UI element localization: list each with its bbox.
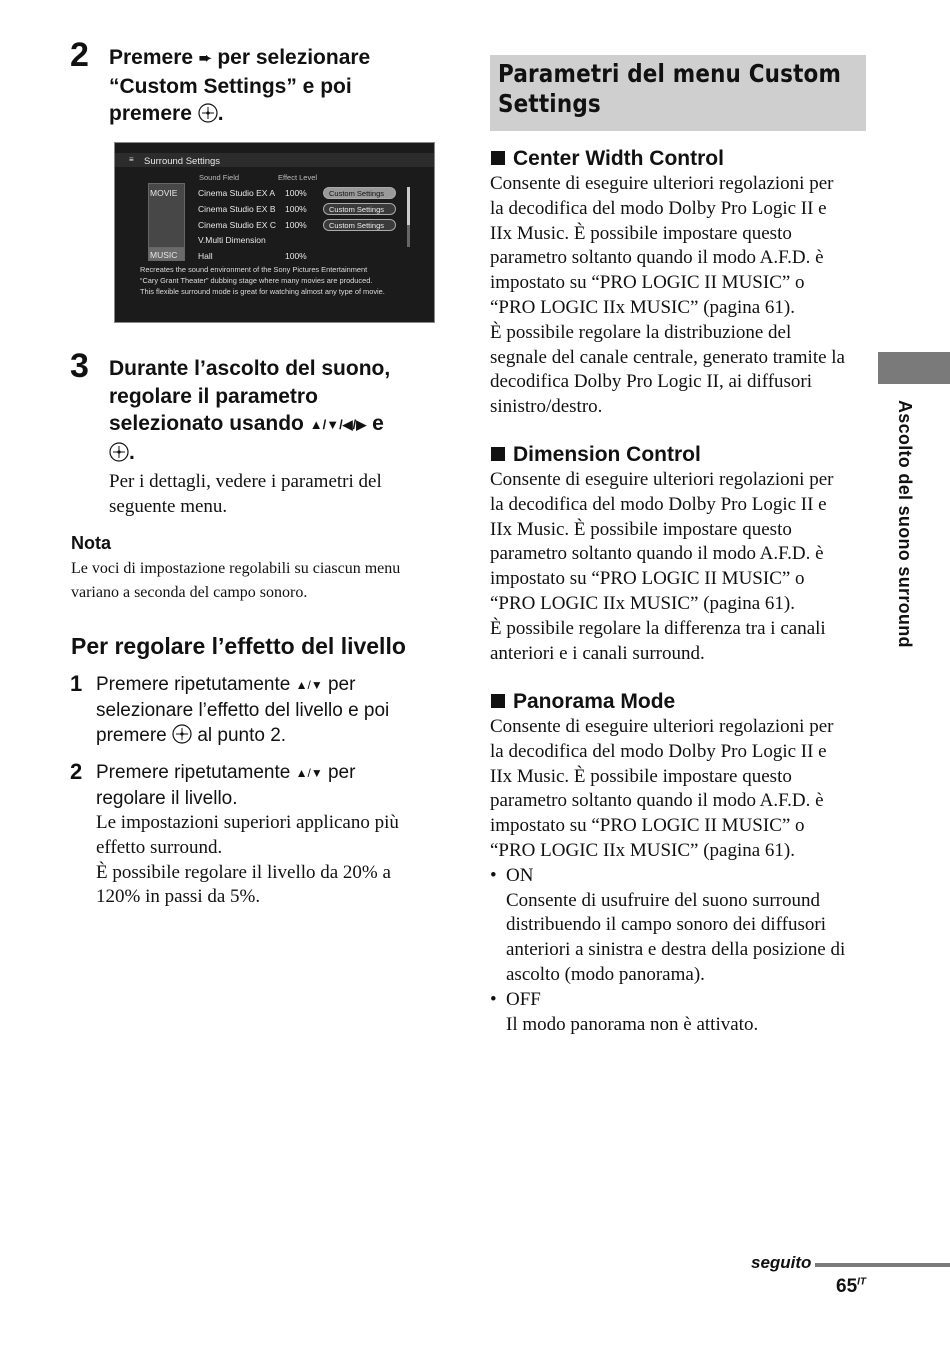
parameter-title: Dimension Control <box>513 443 701 466</box>
parameter-title: Center Width Control <box>513 147 724 170</box>
body-line: anteriori e i canali surround. <box>490 642 705 664</box>
step-3-heading-line: regolare il parametro <box>109 384 318 408</box>
option-label: ON <box>506 864 534 886</box>
body-line: 120% in passi da 5%. <box>96 886 261 908</box>
sub-step-2-body <box>96 811 466 910</box>
parameter-body <box>490 172 870 420</box>
body-line: ascolto (modo panorama). <box>506 963 705 985</box>
scrollbar-thumb[interactable] <box>407 187 410 225</box>
banner-line: Settings <box>498 89 601 118</box>
body-line: IIx Music. È possibile impostare questo <box>490 518 792 540</box>
chapter-tab <box>878 352 950 384</box>
section-banner <box>490 55 866 131</box>
bullet: • <box>490 864 497 886</box>
body-line: impostato su “PRO LOGIC II MUSIC” o <box>490 272 805 294</box>
body-line: parametro soltanto quando il modo A.F.D. è <box>490 543 824 565</box>
sub-step-number: 1 <box>70 671 83 696</box>
continued-rule <box>815 1263 950 1267</box>
enter-button-icon <box>172 724 192 744</box>
square-bullet-icon <box>491 694 505 708</box>
category-music[interactable]: MUSIC <box>150 250 178 260</box>
custom-settings-button[interactable]: Custom Settings <box>323 219 396 231</box>
step-2-heading-line: “Custom Settings” e poi <box>109 74 352 98</box>
body-line: “PRO LOGIC IIx MUSIC” (pagina 61). <box>490 296 796 318</box>
chapter-label: Ascolto del suono surround <box>895 400 915 648</box>
arrow-up-down-icon: ▲/▼ <box>295 766 323 780</box>
sound-field-row[interactable]: Cinema Studio EX C <box>198 220 276 230</box>
page-number <box>836 1276 866 1298</box>
body-line: impostato su “PRO LOGIC II MUSIC” o <box>490 568 805 590</box>
body-line: È possibile regolare la differenza tra i canali <box>490 617 826 639</box>
step-2-heading-text: premere <box>109 102 192 125</box>
step-3-heading <box>109 355 469 466</box>
sub-step-number: 2 <box>70 759 83 784</box>
body-line: Le impostazioni superiori applicano più <box>96 812 399 833</box>
step-2-heading <box>109 44 469 128</box>
sound-field-row[interactable]: Cinema Studio EX A <box>198 188 276 198</box>
sub-step-text: per <box>327 674 356 695</box>
parameter-heading <box>491 147 724 171</box>
body-line: Consente di usufruire del suono surround <box>506 889 820 911</box>
step-3-heading-text: e <box>372 412 384 435</box>
sub-step-text: al punto 2. <box>197 725 287 746</box>
col-effect-level: Effect Level <box>278 173 318 182</box>
bullet: • <box>490 988 497 1010</box>
sub-step-text: per <box>327 762 356 783</box>
parameter-heading <box>491 443 701 467</box>
step-3-heading-text: selezionato usando <box>109 412 304 435</box>
body-line: decodifica Dolby Pro Logic II, ai diffusori <box>490 371 813 393</box>
sub-step-text: Premere ripetutamente <box>96 762 291 783</box>
custom-settings-button[interactable]: Custom Settings <box>323 187 396 199</box>
sub-step-line: regolare il livello. <box>96 788 238 809</box>
section-heading: Per regolare l’effetto del livello <box>71 633 406 659</box>
step-2-heading-text: per selezionare <box>217 46 371 69</box>
step-number: 3 <box>70 347 89 385</box>
body-line: “PRO LOGIC IIx MUSIC” (pagina 61). <box>490 839 796 861</box>
sub-step-2 <box>96 760 466 811</box>
parameter-heading <box>491 690 675 714</box>
body-line: seguente menu. <box>109 496 228 517</box>
body-line: Consente di eseguire ulteriori regolazioni per <box>490 469 834 490</box>
page-number-value: 65 <box>836 1276 858 1297</box>
description-line: This flexible surround mode is great for watching almost any type of movie. <box>140 287 385 296</box>
body-line: Per i dettagli, vedere i parametri del <box>109 471 382 492</box>
parameter-body <box>490 468 870 666</box>
section-banner-title <box>498 59 842 119</box>
body-line: parametro soltanto quando il modo A.F.D. è <box>490 247 824 269</box>
surround-settings-screen <box>114 142 435 323</box>
col-sound-field: Sound Field <box>199 173 240 182</box>
sub-step-1 <box>96 672 466 748</box>
page-language: IT <box>857 1276 867 1288</box>
sub-step-line: selezionare l’effetto del livello e poi <box>96 700 390 721</box>
body-line: la decodifica del modo Dolby Pro Logic II e <box>490 493 827 515</box>
enter-button-icon <box>109 442 129 462</box>
description-line: “Cary Grant Theater” dubbing stage where many movies are produced. <box>140 276 373 285</box>
square-bullet-icon <box>491 151 505 165</box>
step-2-heading-period: . <box>217 102 224 125</box>
step-3-heading-line: Durante l’ascolto del suono, <box>109 357 391 380</box>
body-line: È possibile regolare la distribuzione del <box>490 321 792 343</box>
body-line: Consente di eseguire ulteriori regolazioni per <box>490 716 834 737</box>
screen-title: Surround Settings <box>144 156 221 167</box>
effect-level-value: 100% <box>285 188 307 198</box>
banner-line: Parametri del menu Custom <box>498 59 842 88</box>
step-2-heading-text: Premere <box>109 46 194 69</box>
sound-field-row[interactable]: Hall <box>198 251 213 261</box>
body-line: segnale del canale centrale, generato tramite la <box>490 346 845 368</box>
body-line: È possibile regolare il livello da 20% a <box>96 861 391 883</box>
option-on <box>490 864 870 889</box>
settings-icon: ≡ <box>129 155 134 164</box>
parameter-body <box>490 715 870 1037</box>
arrow-right-icon: ➨ <box>198 50 212 67</box>
continued-label: seguito <box>751 1253 812 1272</box>
scrollbar[interactable] <box>407 187 410 247</box>
enter-button-icon <box>198 103 218 123</box>
custom-settings-button[interactable]: Custom Settings <box>323 203 396 215</box>
body-line: distribuendo il campo sonoro dei diffusori <box>506 914 826 936</box>
note-body <box>71 557 461 604</box>
effect-level-value: 100% <box>285 204 307 214</box>
sub-step-text: premere <box>96 725 167 746</box>
body-line: IIx Music. È possibile impostare questo <box>490 222 792 244</box>
step-3-heading-period: . <box>129 440 135 464</box>
sub-step-text: Premere ripetutamente <box>96 674 291 695</box>
body-line: “PRO LOGIC IIx MUSIC” (pagina 61). <box>490 592 796 614</box>
body-line: Il modo panorama non è attivato. <box>506 1013 759 1035</box>
sound-field-row[interactable]: V.Multi Dimension <box>198 235 266 245</box>
body-line: sinistro/destro. <box>490 396 603 418</box>
arrow-up-down-icon: ▲/▼ <box>295 678 323 692</box>
option-label: OFF <box>506 988 541 1010</box>
body-line: effetto surround. <box>96 836 223 858</box>
body-line: impostato su “PRO LOGIC II MUSIC” o <box>490 815 805 837</box>
body-line: IIx Music. È possibile impostare questo <box>490 765 792 787</box>
effect-level-value: 100% <box>285 251 307 261</box>
note-title: Nota <box>71 533 111 553</box>
description-line: Recreates the sound environment of the Sony Pictures Entertainment <box>140 265 368 274</box>
parameter-title: Panorama Mode <box>513 690 676 713</box>
square-bullet-icon <box>491 447 505 461</box>
arrow-keys-icon: ▲/▼/◀/▶ <box>309 417 367 432</box>
sound-field-row[interactable]: Cinema Studio EX B <box>198 204 276 214</box>
body-line: parametro soltanto quando il modo A.F.D. è <box>490 790 824 812</box>
category-movie[interactable]: MOVIE <box>150 188 178 198</box>
note-line: variano a seconda del campo sonoro. <box>71 583 308 601</box>
body-line: la decodifica del modo Dolby Pro Logic II e <box>490 740 827 762</box>
option-off <box>490 988 870 1013</box>
step-number: 2 <box>70 36 89 74</box>
effect-level-value: 100% <box>285 220 307 230</box>
body-line: anteriori a sinistra e destra della posizione di <box>506 939 846 961</box>
body-line: la decodifica del modo Dolby Pro Logic II e <box>490 197 827 219</box>
step-3-body <box>109 469 469 519</box>
body-line: Consente di eseguire ulteriori regolazioni per <box>490 173 834 194</box>
note-line: Le voci di impostazione regolabili su ciascun menu <box>71 560 401 577</box>
